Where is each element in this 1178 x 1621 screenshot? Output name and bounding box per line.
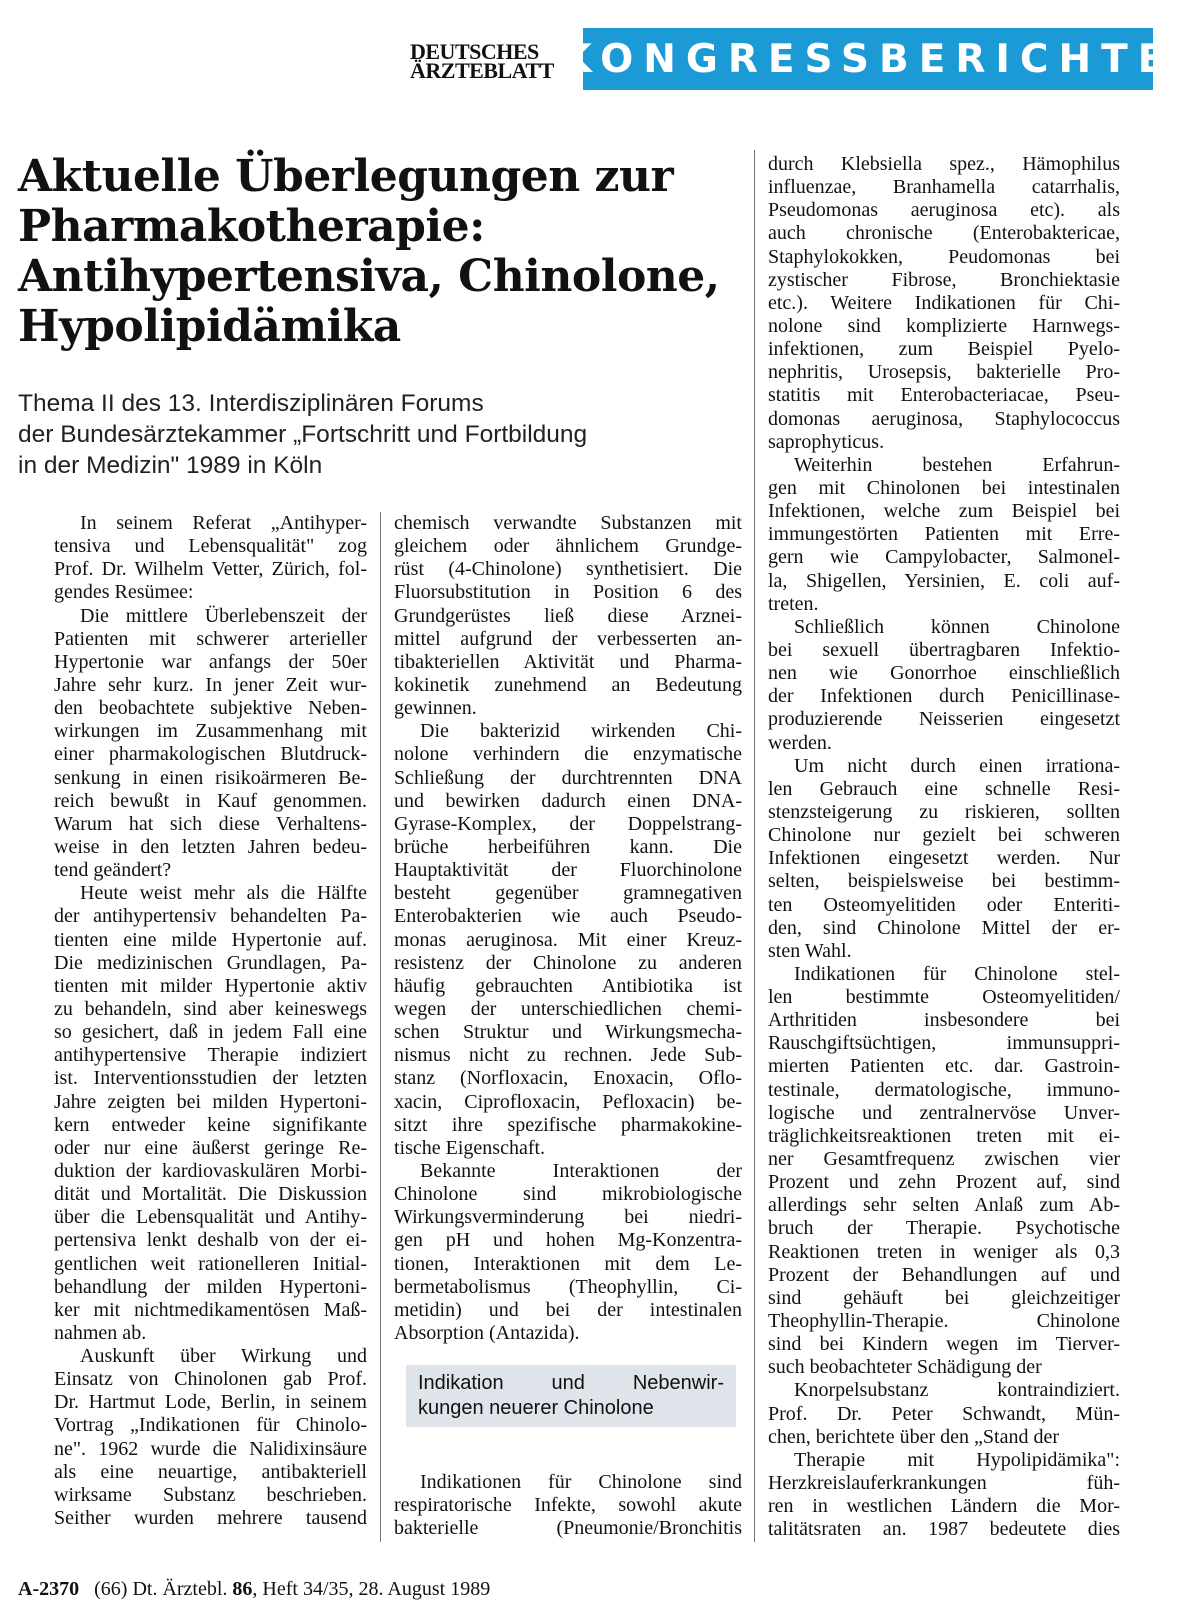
text-line: tensiva und Lebensqualität" zog	[54, 535, 367, 558]
text-line: dität und Mortalität. Die Diskussion	[54, 1183, 367, 1206]
text-line: brüche herbeiführen kann. Die	[394, 835, 742, 858]
subheading-box	[406, 1365, 736, 1427]
text-line: Vortrag „Indikationen für Chinolo-	[54, 1414, 367, 1437]
text-line: über die Lebensqualität und Antihy-	[54, 1206, 367, 1229]
text-line: selten, beispielsweise bei bestimm-	[768, 870, 1120, 893]
text-line: Arthritiden insbesondere bei	[768, 1009, 1120, 1032]
text-line: chemisch verwandte Substanzen mit	[394, 512, 742, 534]
text-line: Reaktionen treten in weniger als 0,3	[768, 1240, 1120, 1263]
text-line: Indikationen für Chinolone stel-	[794, 962, 1120, 985]
text-line: Prof. Dr. Wilhelm Vetter, Zürich, fol-	[54, 558, 367, 581]
text-line: Chinolone sind mikrobiologische	[394, 1183, 742, 1206]
text-line: durch Klebsiella spez., Hämophilus	[768, 153, 1120, 175]
text-line: gern wie Campylobacter, Salmonel-	[768, 546, 1120, 569]
text-line: ne". 1962 wurde die Nalidixinsäure	[54, 1437, 367, 1460]
text-line: der Infektionen durch Penicillinase-	[768, 685, 1120, 708]
subtitle-line: Thema II des 13. Interdisziplinären Forums	[18, 390, 484, 417]
text-line: mierten Patienten etc. dar. Gastroin-	[768, 1055, 1120, 1078]
text-line: gleichem oder ähnlichem Grundge-	[394, 535, 742, 558]
text-line: wirkungen im Zusammenhang mit	[54, 720, 367, 743]
text-line: allerdings sehr selten Anlaß zum Ab-	[768, 1194, 1120, 1217]
text-line: ren in westlichen Ländern die Mor-	[768, 1495, 1120, 1518]
text-line: und bewirken dadurch einen DNA-	[394, 789, 742, 812]
text-line: häufig gebrauchten Antibiotika ist	[394, 974, 742, 997]
text-line: treten.	[768, 592, 819, 615]
text-line: bruch der Therapie. Psychotische	[768, 1217, 1120, 1240]
text-line: len Gebrauch eine schnelle Resi-	[768, 777, 1120, 800]
text-line: Indikationen für Chinolone sind	[420, 1471, 742, 1493]
text-line: nolone verhindern die enzymatische	[394, 743, 742, 766]
text-line: respiratorische Infekte, sowohl akute	[394, 1494, 742, 1517]
text-line: produzierende Neisserien eingesetzt	[768, 708, 1120, 731]
column-middle-continued	[394, 1471, 742, 1540]
text-line: Herzkreislauferkrankungen füh-	[768, 1472, 1120, 1495]
text-line: In seinem Referat „Antihyper-	[80, 512, 367, 534]
text-line: werden.	[768, 731, 832, 754]
text-line: Knorpelsubstanz kontraindiziert.	[794, 1379, 1120, 1402]
text-line: weise in den letzten Jahren bedeu-	[54, 835, 367, 858]
subheading-line: Indikation und Nebenwir-	[418, 1372, 724, 1394]
headline-line: Antihypertensiva, Chinolone,	[18, 251, 720, 302]
text-line: Infektionen, welche zum Beispiel bei	[768, 500, 1120, 523]
text-line: metidin) und bei der intestinalen	[394, 1298, 742, 1321]
text-line: Warum hat sich diese Verhaltens-	[54, 812, 367, 835]
text-line: den, sind Chinolone Mittel der er-	[768, 916, 1120, 939]
text-line: Jahre sehr kurz. In jener Zeit wur-	[54, 673, 367, 696]
headline-line: Aktuelle Überlegungen zur	[18, 151, 674, 202]
text-line: nolone sind komplizierte Harnwegs-	[768, 314, 1120, 337]
text-line: nephritis, Urosepsis, bakterielle Pro-	[768, 361, 1120, 384]
headline-line: Hypolipidämika	[18, 301, 401, 352]
masthead-logo	[410, 39, 554, 83]
text-line: ker mit nichtmedikamentösen Maß-	[54, 1298, 367, 1321]
text-line: xacin, Ciprofloxacin, Pefloxacin) be-	[394, 1090, 742, 1113]
text-line: träglichkeitsreaktionen treten mit ei-	[768, 1124, 1120, 1147]
text-line: Die medizinischen Grundlagen, Pa-	[54, 951, 367, 974]
text-line: Seither wurden mehrere tausend	[54, 1507, 367, 1530]
text-line: tienten eine milde Hypertonie auf.	[54, 928, 367, 951]
text-line: ner Gesamtfrequenz zwischen vier	[768, 1148, 1120, 1171]
text-line: len bestimmte Osteomyelitiden/	[768, 986, 1120, 1009]
text-line: rüst (4-Chinolone) synthetisiert. Die	[394, 558, 742, 581]
text-line: monas aeruginosa. Mit einer Kreuz-	[394, 928, 742, 951]
text-line: bermetabolismus (Theophyllin, Ci-	[394, 1275, 742, 1298]
text-line: Heute weist mehr als die Hälfte	[80, 882, 367, 905]
text-line: als eine neuartige, antibakteriell	[54, 1460, 367, 1483]
text-line: kern entweder keine signifikante	[54, 1113, 367, 1136]
text-line: Therapie mit Hypolipidämika":	[794, 1448, 1120, 1471]
text-line: Grundgerüstes ließ diese Arznei-	[394, 604, 742, 627]
text-line: tend geändert?	[54, 859, 172, 882]
text-line: Absorption (Antazida).	[394, 1321, 580, 1344]
text-line: domonas aeruginosa, Staphylococcus	[768, 407, 1120, 430]
text-line: wirksame Substanz beschrieben.	[54, 1483, 367, 1506]
text-line: Prof. Dr. Peter Schwandt, Mün-	[768, 1402, 1120, 1425]
subheading-line: kungen neuerer Chinolone	[418, 1397, 654, 1419]
masthead-line-1: DEUTSCHES	[410, 39, 539, 64]
text-line: senkung in einen risikoärmeren Be-	[54, 766, 367, 789]
text-line: etc.). Weitere Indikationen für Chi-	[768, 291, 1120, 314]
text-line: statitis mit Enterobacteriacae, Pseu-	[768, 384, 1120, 407]
text-line: antihypertensive Therapie indiziert	[54, 1044, 367, 1067]
masthead-line-2: ÄRZTEBLATT	[410, 58, 554, 83]
text-line: schen Struktur und Wirkungsmecha-	[394, 1021, 742, 1044]
text-line: gendes Resümee:	[54, 581, 194, 604]
text-line: Weiterhin bestehen Erfahrun-	[794, 453, 1120, 476]
footer-page-ref: A-2370	[18, 1578, 80, 1600]
text-line: gen pH und hohen Mg-Konzentra-	[394, 1229, 742, 1252]
text-line: auch chronische (Enterobaktericae,	[768, 222, 1120, 245]
text-line: Prozent der Behandlungen auf und	[768, 1263, 1120, 1286]
text-line: Prozent und zehn Prozent auf, sind	[768, 1171, 1120, 1194]
text-line: gewinnen.	[394, 697, 477, 720]
text-line: den beobachtete subjektive Neben-	[54, 697, 367, 720]
section-banner: KONGRESSBERICHTE	[583, 28, 1153, 90]
text-line: logische und zentralnervöse Unver-	[768, 1101, 1120, 1124]
text-line: Wirkungsverminderung bei niedri-	[394, 1206, 742, 1229]
text-line: tibakteriellen Aktivität und Pharma-	[394, 650, 742, 673]
subtitle-line: der Bundesärztekammer „Fortschritt und Fortbildung	[18, 421, 588, 448]
text-line: mittel aufgrund der verbesserten an-	[394, 627, 742, 650]
text-line: such beobachteter Schädigung der	[768, 1356, 1042, 1379]
text-line: influenzae, Branhamella catarrhalis,	[768, 176, 1120, 199]
text-line: Bekannte Interaktionen der	[420, 1159, 742, 1182]
text-line: zystischer Fibrose, Bronchiektasie	[768, 268, 1120, 291]
column-middle	[394, 512, 742, 1345]
text-line: Die mittlere Überlebenszeit der	[80, 604, 367, 627]
subtitle-line: in der Medizin" 1989 in Köln	[18, 452, 323, 479]
column-divider	[754, 150, 755, 1542]
text-line: Dr. Hartmut Lode, Berlin, in seinem	[54, 1391, 367, 1414]
text-line: Jahre zeigten bei milden Hypertoni-	[54, 1090, 367, 1113]
text-line: sten Wahl.	[768, 939, 852, 962]
article-headline	[18, 152, 738, 352]
footer-issue: , Heft 34/35, 28. August 1989	[252, 1578, 491, 1600]
text-line: nahmen ab.	[54, 1321, 147, 1344]
text-line: Patienten mit schwerer arterieller	[54, 627, 367, 650]
text-line: sind gehäuft bei gleichzeitiger	[768, 1286, 1120, 1309]
text-line: ist. Interventionsstudien der letzten	[54, 1067, 367, 1090]
text-line: der antihypertensiv behandelten Pa-	[54, 905, 367, 928]
text-line: Die bakterizid wirkenden Chi-	[420, 720, 742, 743]
text-line: sitzt ihre spezifische pharmakokine-	[394, 1113, 742, 1136]
text-line: infektionen, zum Beispiel Pyelo-	[768, 338, 1120, 361]
text-line: nismus nicht zu rechnen. Jede Sub-	[394, 1044, 742, 1067]
text-line: behandlung der milden Hypertoni-	[54, 1275, 367, 1298]
text-line: tionen, Interaktionen mit dem Le-	[394, 1252, 742, 1275]
text-line: einer pharmakologischen Blutdruck-	[54, 743, 367, 766]
text-line: gen mit Chinolonen bei intestinalen	[768, 476, 1120, 499]
text-line: Gyrase-Komplex, der Doppelstrang-	[394, 812, 742, 835]
text-line: zu behandeln, sind aber keineswegs	[54, 997, 367, 1020]
text-line: Um nicht durch einen irrationa-	[794, 754, 1120, 777]
text-line: Fluorsubstitution in Position 6 des	[394, 581, 742, 604]
text-line: Hauptaktivität der Fluorchinolone	[394, 859, 742, 882]
text-line: ten Osteomyelitiden oder Enteriti-	[768, 893, 1120, 916]
text-line: stenzsteigerung zu riskieren, sollten	[768, 800, 1120, 823]
text-line: Infektionen eingesetzt werden. Nur	[768, 847, 1120, 870]
text-line: Schließlich können Chinolone	[794, 615, 1120, 638]
text-line: saprophyticus.	[768, 430, 885, 453]
text-line: chen, berichtete über den „Stand der	[768, 1425, 1059, 1448]
footer-journal: Dt. Ärztebl.	[132, 1578, 228, 1600]
footer-volume: 86	[232, 1578, 253, 1600]
text-line: testinale, dermatologische, immuno-	[768, 1078, 1120, 1101]
text-line: Hypertonie war anfangs der 50er	[54, 650, 367, 673]
text-line: talitätsraten an. 1987 bedeutete dies	[768, 1518, 1120, 1541]
text-line: reich bewußt in Kauf genommen.	[54, 789, 367, 812]
text-line: Chinolone nur gezielt bei schweren	[768, 824, 1120, 847]
column-left	[54, 512, 367, 1530]
text-line: Theophyllin-Therapie. Chinolone	[768, 1310, 1120, 1333]
text-line: tische Eigenschaft.	[394, 1136, 546, 1159]
footer-page-num: (66)	[94, 1578, 128, 1600]
text-line: so gesichert, daß in jedem Fall eine	[54, 1021, 367, 1044]
headline-line: Pharmakotherapie:	[18, 201, 485, 252]
text-line: tienten mit milder Hypertonie aktiv	[54, 974, 367, 997]
text-line: Pseudomonas aeruginosa etc). als	[768, 199, 1120, 222]
column-right	[768, 153, 1120, 1541]
text-line: Auskunft über Wirkung und	[80, 1345, 367, 1368]
text-line: Staphylokokken, Peudomonas bei	[768, 245, 1120, 268]
text-line: gentlichen weit rationelleren Initial-	[54, 1252, 367, 1275]
text-line: Schließung der durchtrennten DNA	[394, 766, 742, 789]
column-divider	[380, 512, 381, 1542]
text-line: immungestörten Patienten mit Erre-	[768, 523, 1120, 546]
text-line: resistenz der Chinolone zu anderen	[394, 951, 742, 974]
text-line: kokinetik zunehmend an Bedeutung	[394, 673, 742, 696]
text-line: besteht gegenüber gramnegativen	[394, 882, 742, 905]
text-line: Einsatz von Chinolonen gab Prof.	[54, 1368, 367, 1391]
text-line: la, Shigellen, Yersinien, E. coli auf-	[768, 569, 1120, 592]
text-line: Enterobakterien wie auch Pseudo-	[394, 905, 742, 928]
text-line: wegen der unterschiedlichen chemi-	[394, 997, 742, 1020]
text-line: bei sexuell übertragbaren Infektio-	[768, 638, 1120, 661]
text-line: nen wie Gonorrhoe einschließlich	[768, 662, 1120, 685]
text-line: sind bei Kindern wegen im Tierver-	[768, 1333, 1120, 1356]
text-line: duktion der kardiovaskulären Morbi-	[54, 1159, 367, 1182]
page-footer	[18, 1578, 490, 1601]
text-line: Rauschgiftsüchtigen, immunsuppri-	[768, 1032, 1120, 1055]
article-subtitle	[18, 388, 738, 481]
text-line: stanz (Norfloxacin, Enoxacin, Oflo-	[394, 1067, 742, 1090]
text-line: oder nur eine äußerst geringe Re-	[54, 1136, 367, 1159]
text-line: bakterielle (Pneumonie/Bronchitis	[394, 1517, 742, 1540]
text-line: pertensiva lenkt deshalb von der ei-	[54, 1229, 367, 1252]
